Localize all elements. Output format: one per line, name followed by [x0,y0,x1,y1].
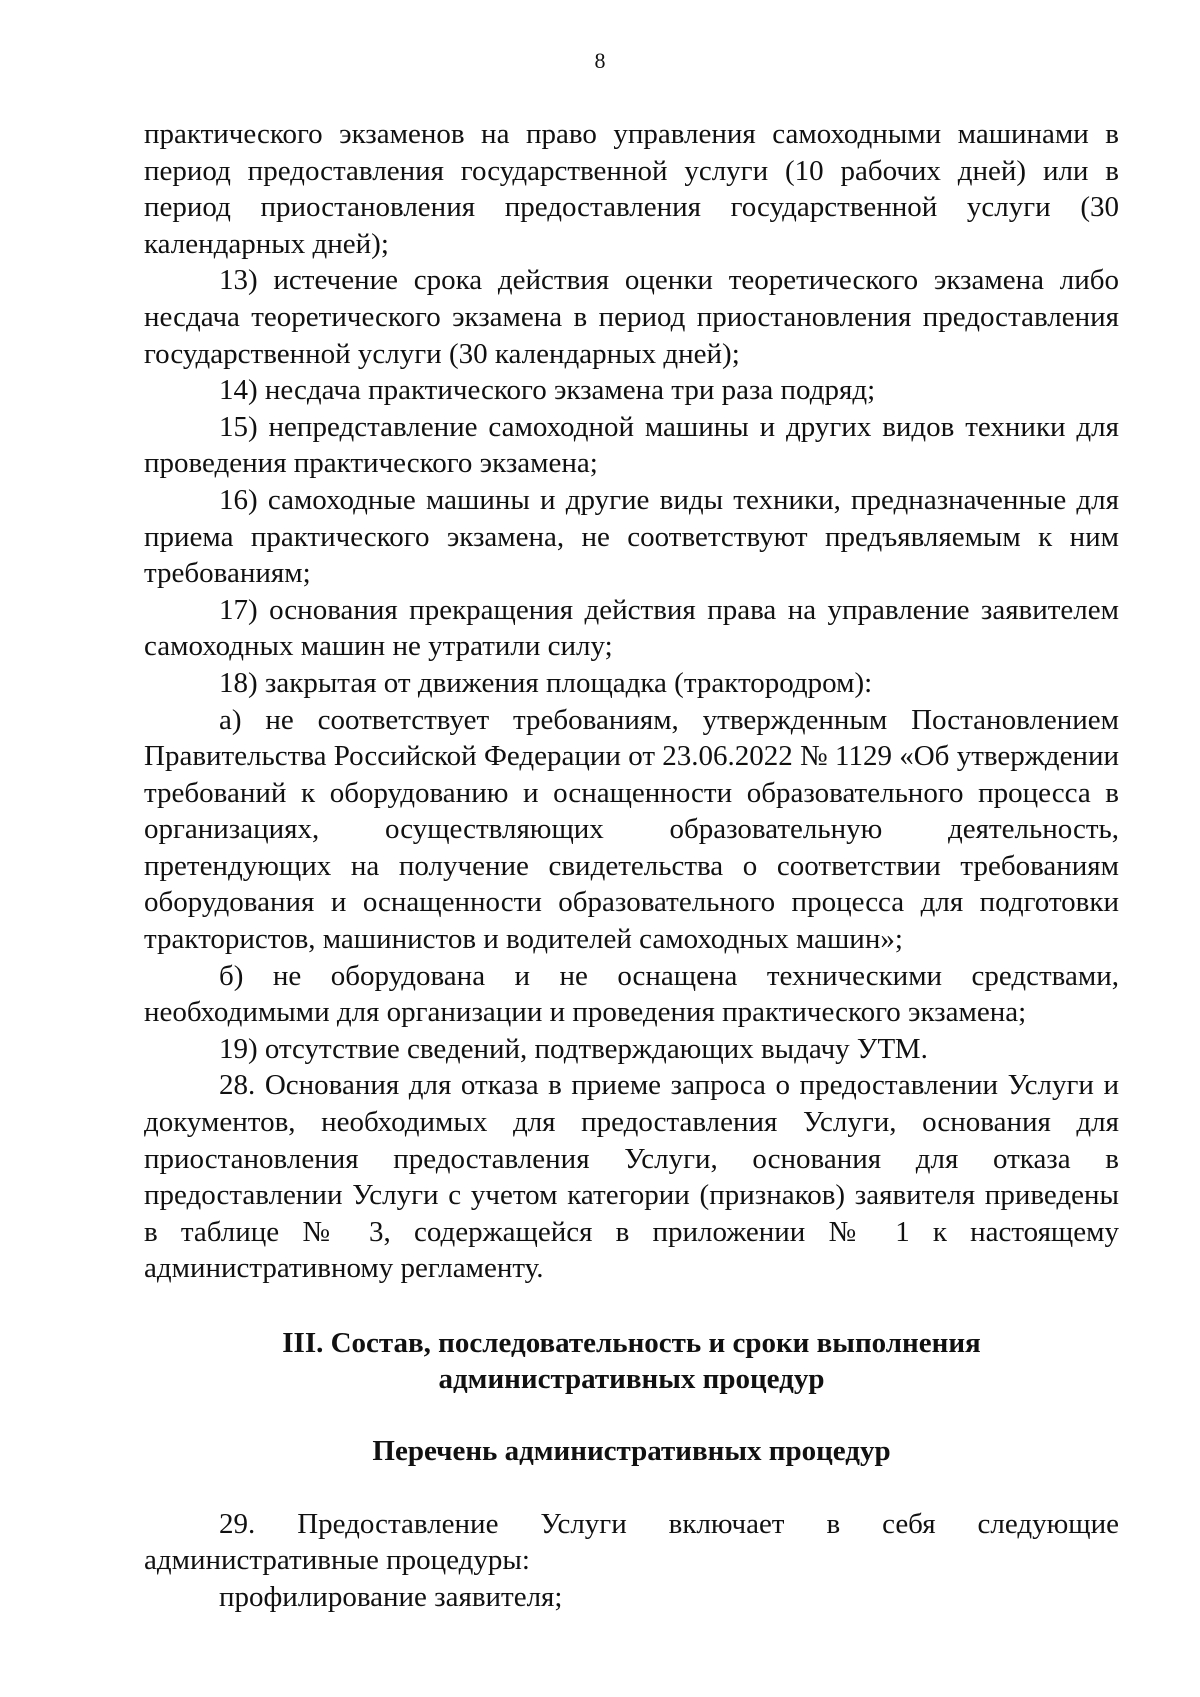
paragraph-clause-28: 28. Основания для отказа в приеме запроса о предоставлении Услуги и документов, необходимых для предоставления Услуги, основания для приостановления предоставления Услуги, основания для отказа в предоставлении Услуги с учетом категории (признаков) заявителя приведены в таблице № 3, содержащейся в приложении № 1 к настоящему административному регламенту. [144,1069,1119,1285]
paragraph-procedure-item: профилирование заявителя; [219,1580,563,1613]
paragraph-item-14: 14) несдача практического экзамена три раза подряд; [219,374,876,407]
paragraph-clause-29: 29. Предоставление Услуги включает в себя следующие административные процедуры: [144,1507,1119,1577]
paragraph-continuation: практического экзаменов на право управления самоходными машинами в период предоставления государственной услуги (10 рабочих дней) или в период приостановления предоставления государственной услуги (30 календарных дней); [144,118,1119,260]
paragraph-item-19: 19) отсутствие сведений, подтверждающих выдачу УТМ. [219,1032,928,1065]
section-title-line-2: административных процедур [438,1363,825,1395]
section-title [144,1325,1119,1397]
paragraph-item-18: 18) закрытая от движения площадка (трактородром): [219,666,873,699]
subsection-title: Перечень административных процедур [372,1435,891,1467]
document-body [144,116,1119,1615]
page-number: 8 [594,48,606,73]
paragraph-item-18b: б) не оборудована и не оснащена техническими средствами, необходимыми для организации и проведения практического экзамена; [144,959,1119,1029]
paragraph-item-15: 15) непредставление самоходной машины и других видов техники для проведения практического экзамена; [144,410,1119,480]
section-title-line-1: III. Состав, последовательность и сроки выполнения [282,1327,981,1359]
paragraph-item-17: 17) основания прекращения действия права на управление заявителем самоходных машин не утратили силу; [144,593,1119,663]
paragraph-item-18a: а) не соответствует требованиям, утвержденным Постановлением Правительства Российской Федерации от 23.06.2022 № 1129 «Об утверждении требований к оборудованию и оснащенности образовательного процесса в организациях, осуществляющих образовательную деятельность, претендующих на получение свидетельства о соответствии требованиям оборудования и оснащенности образовательного процесса для подготовки трактористов, машинистов и водителей самоходных машин»; [144,703,1119,956]
paragraph-item-13: 13) истечение срока действия оценки теоретического экзамена либо несдача теоретического экзамена в период приостановления предоставления государственной услуги (30 календарных дней); [144,264,1119,370]
paragraph-item-16: 16) самоходные машины и другие виды техники, предназначенные для приема практического экзамена, не соответствуют предъявляемым к ним требованиям; [144,483,1119,590]
